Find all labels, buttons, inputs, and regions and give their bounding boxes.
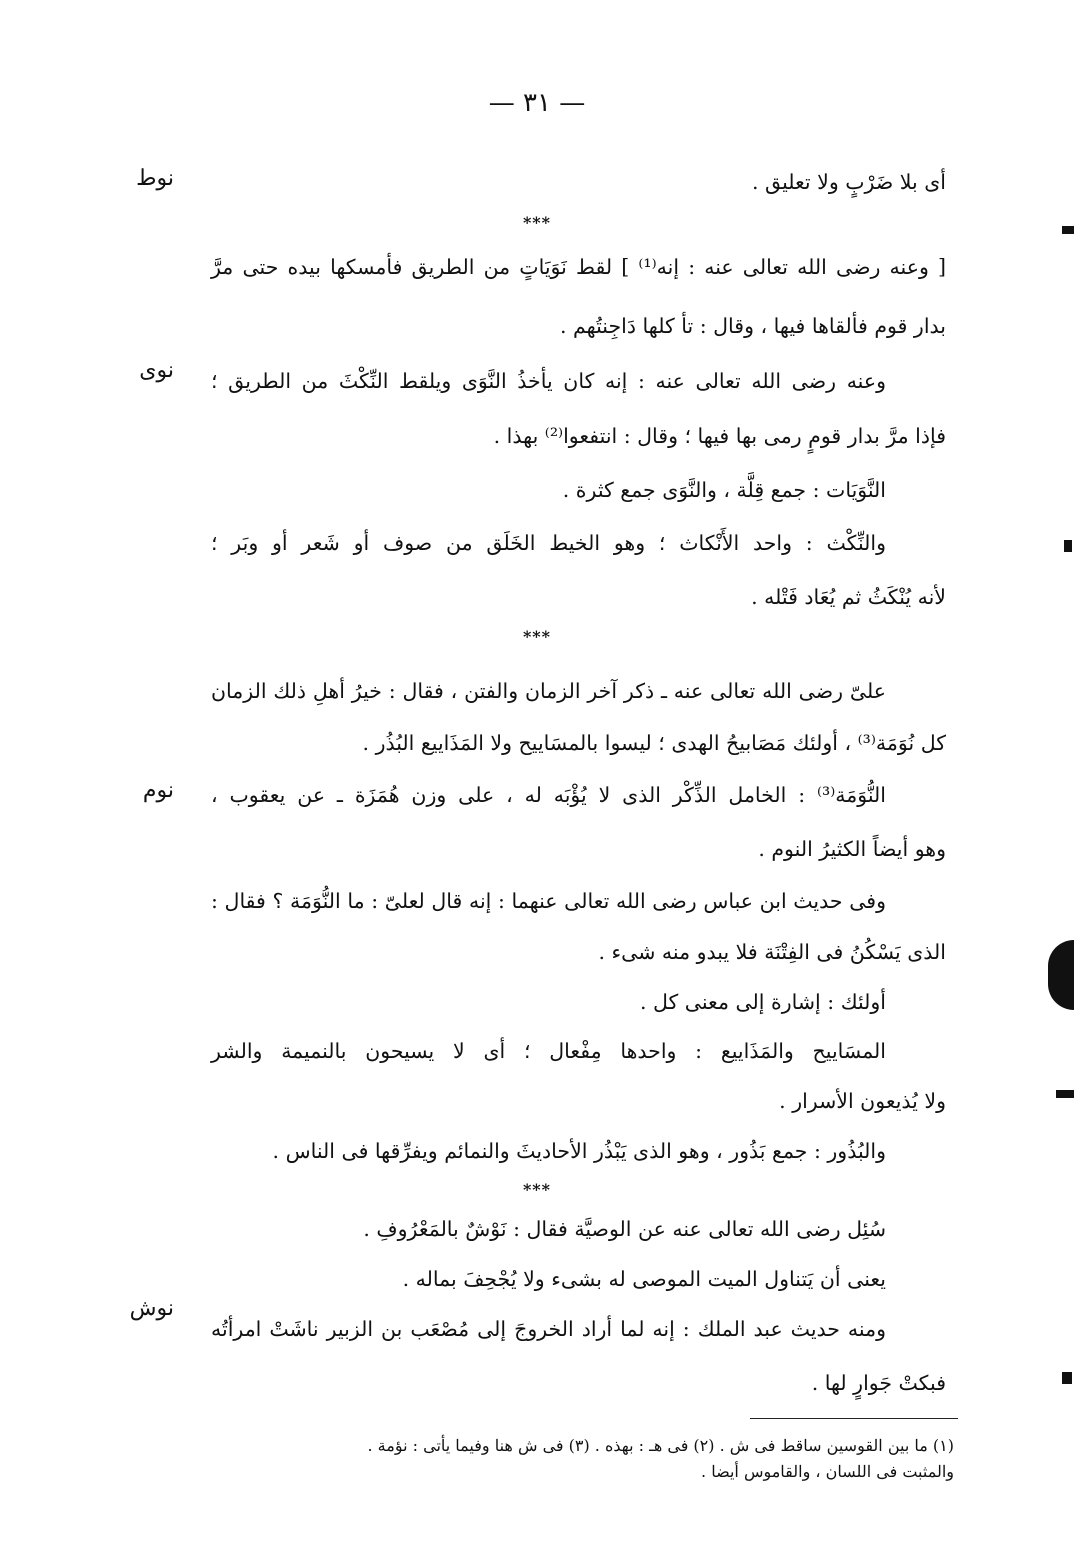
text-line: النُّوَمَة⁽³⁾ : الخامل الذِّكْر الذى لا يُؤْبَه له ، على وزن هُمَزَة ـ عن يعقوب ، — [211, 783, 886, 807]
text-line: فبكتْ جَوارٍ لها . — [811, 1371, 946, 1395]
section-separator: *** — [522, 1180, 552, 1199]
section-separator: *** — [522, 213, 552, 232]
text-line: والبُذُور : جمع بَذُور ، وهو الذى يَبْذُر الأحاديثَ والنمائم ويفرِّقها فى الناس . — [272, 1139, 886, 1163]
scan-mark — [1064, 540, 1072, 552]
text-line: سُئِل رضى الله تعالى عنه عن الوصيَّة فقال : نَوْشٌ بالمَعْرُوفِ . — [363, 1217, 886, 1241]
scan-mark — [1062, 226, 1074, 234]
text-line: وعنه رضى الله تعالى عنه : إنه كان يأخذُ النَّوَى ويلقط النِّكْثَ من الطريق ؛ — [211, 369, 886, 393]
margin-headword: نوى — [139, 358, 174, 383]
text-line: كل نُوَمَة⁽³⁾ ، أولئك مَصَابيحُ الهدى ؛ ليسوا بالمسَاييح ولا المَذَاييع البُذُر . — [362, 731, 946, 755]
text-line: المسَاييح والمَذَاييع : واحدها مِفْعال ؛ أى لا يسيحون بالنميمة والشر — [211, 1039, 886, 1063]
text-line: وفى حديث ابن عباس رضى الله تعالى عنهما : إنه قال لعلىّ : ما النُّوَمَة ؟ فقال : — [211, 889, 886, 913]
margin-headword: نوم — [142, 778, 174, 803]
margin-headword: نوش — [129, 1296, 174, 1321]
text-line: علىّ رضى الله تعالى عنه ـ ذكر آخر الزمان والفتن ، فقال : خيرُ أهلِ ذلك الزمان — [211, 679, 886, 703]
scan-mark — [1056, 1090, 1074, 1098]
page-number: — ٣١ — — [488, 88, 586, 118]
text-line: أولئك : إشارة إلى معنى كل . — [639, 990, 886, 1014]
text-line: فإذا مرَّ بدار قومٍ رمى بها فيها ؛ وقال : انتفعوا⁽²⁾ بهذا . — [493, 424, 946, 448]
footnote-rule — [750, 1418, 958, 1419]
text-line: أى بلا ضَرْبٍ ولا تعليق . — [751, 170, 946, 194]
section-separator: *** — [522, 627, 552, 646]
text-line: يعنى أن يَتناول الميت الموصى له بشىء ولا يُجْحِفَ بماله . — [402, 1267, 886, 1291]
text-line: لأنه يُنْكَثُ ثم يُعَاد فَتْله . — [751, 585, 946, 609]
scan-mark — [1048, 940, 1074, 1010]
text-line: ومنه حديث عبد الملك : إنه لما أراد الخروجَ إلى مُصْعَب بن الزبير ناشَتْ امرأتُه — [211, 1317, 886, 1341]
text-line: وهو أيضاً الكثيرُ النوم . — [758, 837, 946, 861]
footnote-line: (١) ما بين القوسين ساقط فى ش . (٢) فى هـ : بهذه . (٣) فى ش هنا وفيما يأتى : نؤمة . — [367, 1436, 954, 1455]
margin-headword: نوط — [136, 166, 174, 191]
text-line: والنِّكْث : واحد الأَنْكاث ؛ وهو الخيط الخَلَق من صوف أو شَعر أو وبَر ؛ — [211, 531, 886, 555]
text-line: ولا يُذيعون الأسرار . — [779, 1089, 946, 1113]
text-line: بدار قوم فألقاها فيها ، وقال : تأ كلها دَاجِنتُهم . — [560, 314, 946, 338]
text-line: الذى يَسْكُنُ فى الفِتْنَة فلا يبدو منه شىء . — [598, 940, 946, 964]
footnote-line: والمثبت فى اللسان ، والقاموس أيضا . — [701, 1462, 954, 1481]
text-line: [ وعنه رضى الله تعالى عنه : إنه⁽¹⁾ ] لقط نَوَيَاتٍ من الطريق فأمسكها بيده حتى مرَّ — [211, 255, 946, 279]
text-line: النَّوَيَات : جمع قِلَّة ، والنَّوَى جمع كثرة . — [562, 478, 886, 502]
scan-mark — [1062, 1372, 1072, 1384]
